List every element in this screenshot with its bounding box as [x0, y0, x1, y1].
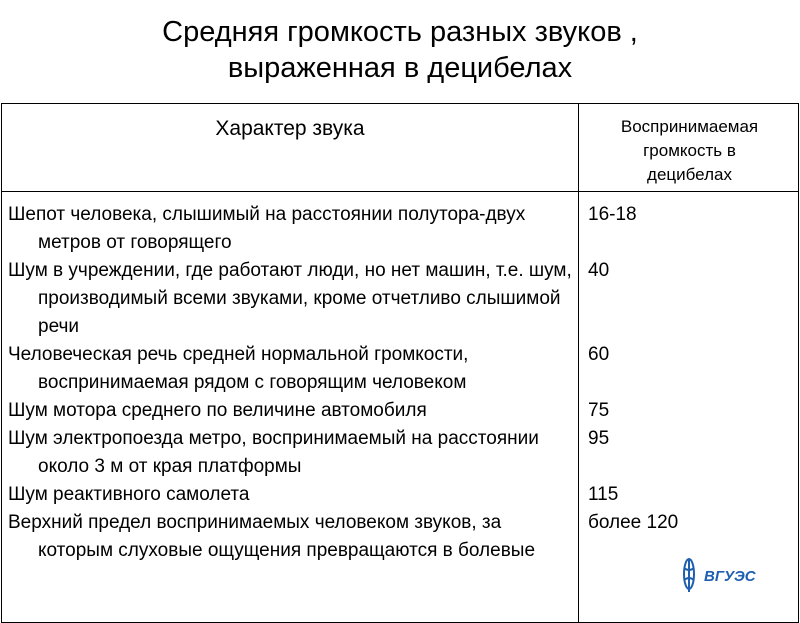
- logo-text: ВГУЭС: [704, 568, 756, 585]
- loudness-table: [1, 103, 799, 623]
- header-loudness-line-2: громкость в: [643, 141, 736, 160]
- loudness-value: более 120: [588, 512, 679, 533]
- loudness-value: 95: [588, 428, 610, 449]
- slide-title: [0, 14, 800, 86]
- sound-row: Человеческая речь средней нормальной громкости, воспринимаемая рядом с говорящим человеком: [8, 344, 469, 393]
- header-loudness-line-3: децибелах: [647, 165, 732, 184]
- university-emblem-icon: [678, 556, 778, 596]
- loudness-value: 16-18: [588, 204, 637, 225]
- sound-row: Верхний предел воспринимаемых человеком звуков, за которым слуховые ощущения превращаются в болевые: [8, 512, 536, 561]
- sound-row: Шум мотора среднего по величине автомобиля: [8, 400, 427, 421]
- sound-row: Шум реактивного самолета: [8, 484, 250, 505]
- header-divider: [2, 191, 798, 192]
- loudness-value: 75: [588, 400, 610, 421]
- loudness-value: 40: [588, 260, 610, 281]
- university-logo: [678, 556, 778, 596]
- header-sound-type: Характер звука: [215, 117, 365, 140]
- loudness-value: 115: [588, 484, 619, 505]
- slide-title-line-1: Средняя громкость разных звуков ,: [162, 16, 638, 48]
- sound-descriptions: [8, 201, 576, 565]
- slide-title-line-2: выраженная в децибелах: [227, 52, 573, 84]
- sound-row: Шум электропоезда метро, воспринимаемый на расстоянии около 3 м от края платформы: [8, 428, 539, 477]
- header-loudness: [579, 115, 800, 187]
- loudness-value: 60: [588, 344, 610, 365]
- header-loudness-line-1: Воспринимаемая: [620, 117, 759, 136]
- sound-row: Шум в учреждении, где работают люди, но нет машин, т.е. шум, производимый всеми звуками, кроме отчетливо слышимой речи: [8, 260, 572, 337]
- sound-row: Шепот человека, слышимый на расстоянии полутора-двух метров от говорящего: [8, 204, 526, 253]
- loudness-values: [588, 201, 788, 537]
